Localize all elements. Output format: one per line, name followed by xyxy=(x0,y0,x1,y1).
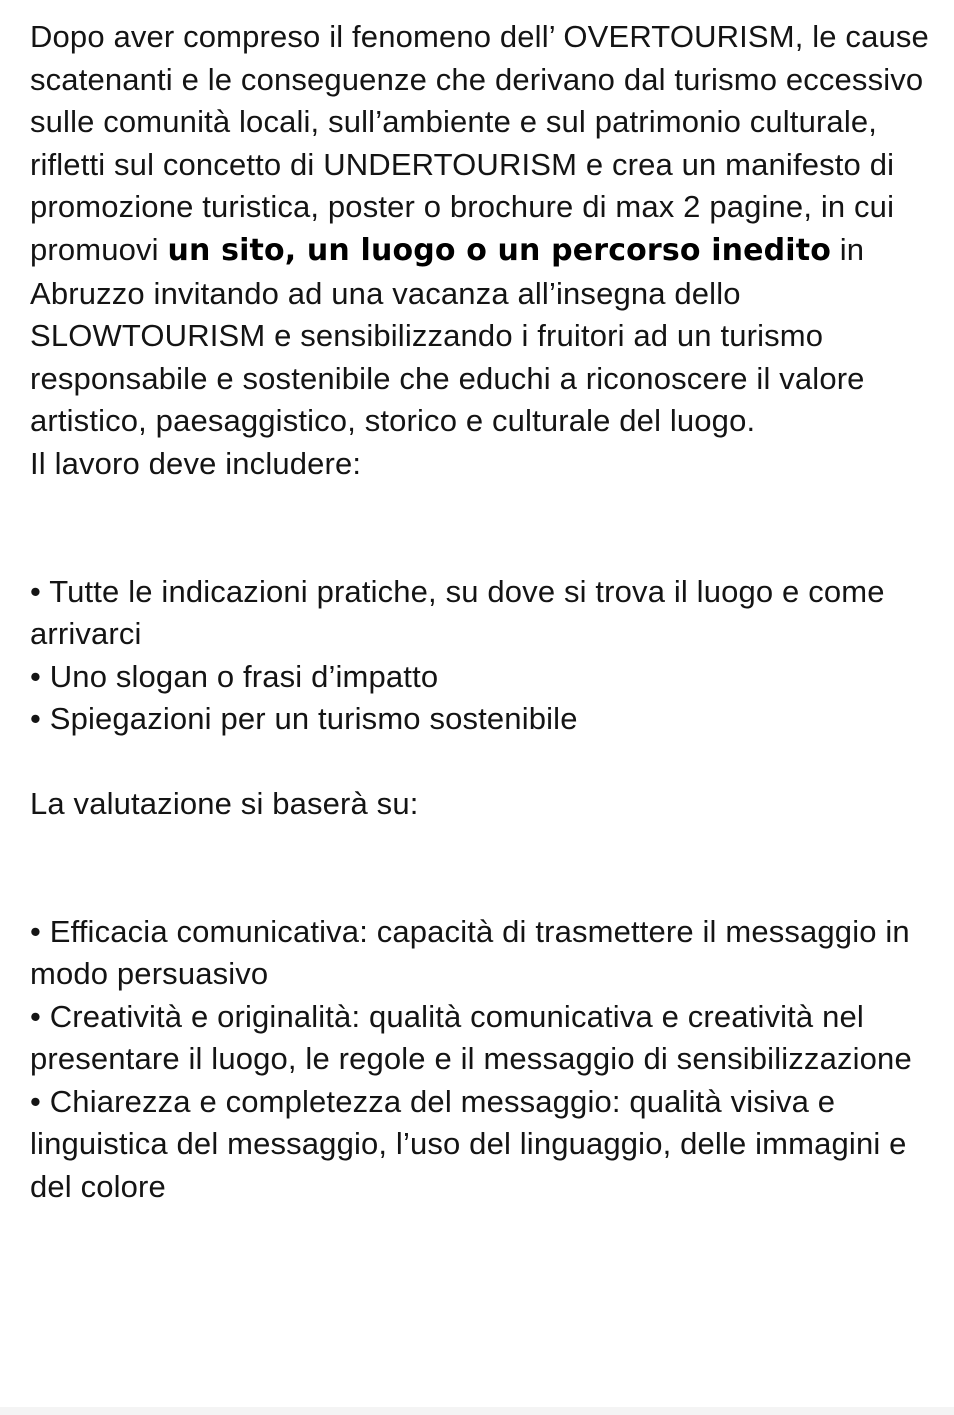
assignment-text xyxy=(30,16,930,1209)
list-item: • Uno slogan o frasi d’impatto xyxy=(30,658,439,694)
spacer xyxy=(30,826,930,911)
list-item: • Chiarezza e completezza del messaggio: qualità visiva e linguistica del messaggio, l’uso del linguaggio, delle immagini e del colore xyxy=(30,1083,907,1205)
evaluation-heading: La valutazione si baserà su: xyxy=(30,785,419,821)
spacer xyxy=(30,486,930,571)
spacer xyxy=(30,741,930,783)
bottom-edge xyxy=(0,1407,954,1415)
list-item: • Efficacia comunicativa: capacità di trasmettere il messaggio in modo persuasivo xyxy=(30,913,910,992)
list-item: • Tutte le indicazioni pratiche, su dove si trova il luogo e come arrivarci xyxy=(30,573,885,652)
evaluation-list xyxy=(30,911,930,1209)
requirements-list xyxy=(30,571,930,741)
intro-paragraph xyxy=(30,16,930,443)
list-item: • Creatività e originalità: qualità comunicativa e creatività nel presentare il luogo, le regole e il messaggio di sensibilizzazione xyxy=(30,998,912,1077)
requirements-heading: Il lavoro deve includere: xyxy=(30,445,362,481)
intro-emphasis: un sito, un luogo o un percorso inedito xyxy=(167,232,831,268)
intro-text-part1: Dopo aver compreso il fenomeno dell’ OVERTOURISM, le cause scatenanti e le conseguenze che derivano dal turismo eccessivo sulle comunità locali, sull’ambiente e sul patrimonio culturale, rifletti sul concetto di UNDERTOURISM e crea un manifesto di promozione turistica, poster o brochure di max 2 pagine, in cui promuovi xyxy=(30,19,929,267)
list-item: • Spiegazioni per un turismo sostenibile xyxy=(30,701,578,737)
intro-text-part2: in Abruzzo invitando ad una vacanza all’insegna dello SLOWTOURISM e sensibilizzando i fruitori ad un turismo responsabile e sostenibile che educhi a riconoscere il valore artistico, paesaggistico, storico e culturale del luogo. xyxy=(30,231,865,439)
